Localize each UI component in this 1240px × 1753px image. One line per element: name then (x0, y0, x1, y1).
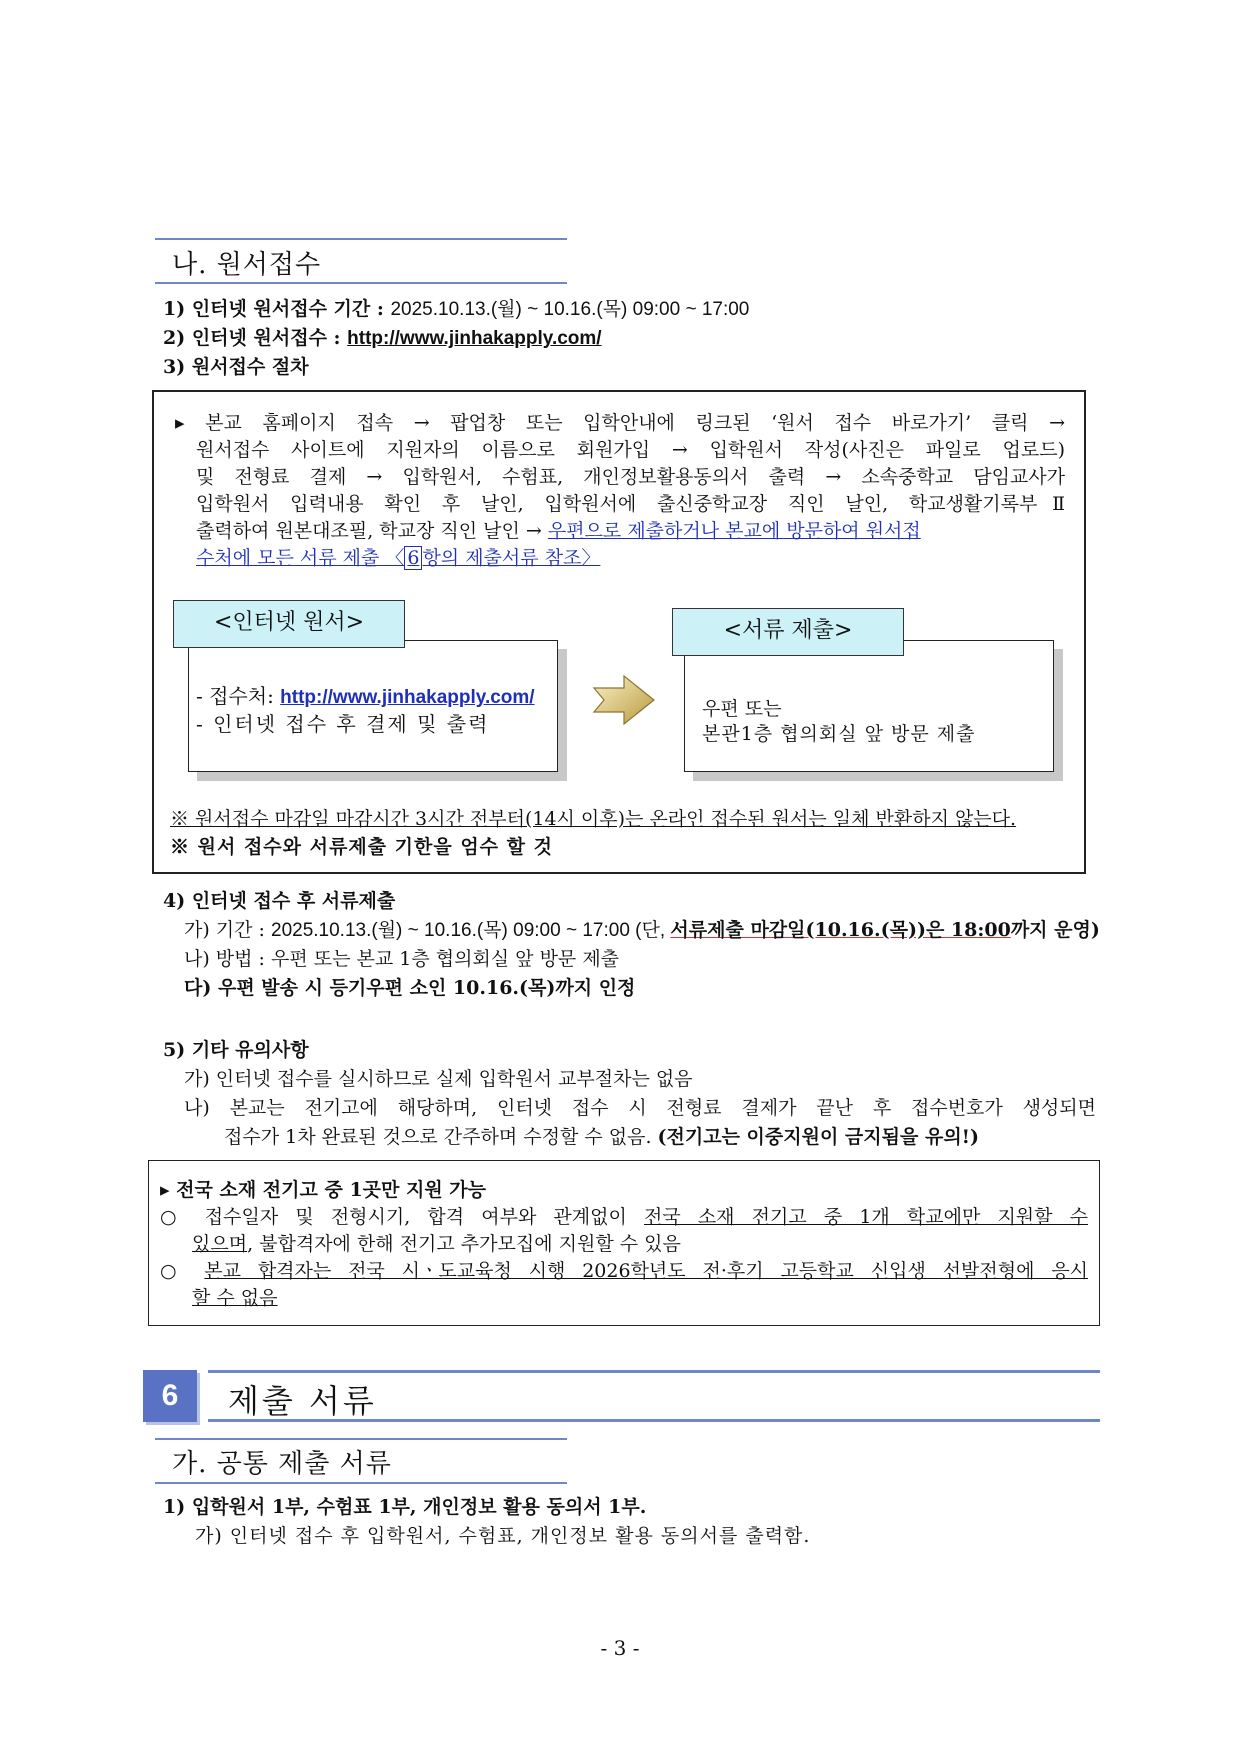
section-6-item-1-ga: 가) 인터넷 접수 후 입학원서, 수험표, 개인정보 활용 동의서를 출력함. (195, 1525, 811, 1547)
internet-box-link[interactable]: http://www.jinhakapply.com/ (280, 687, 535, 708)
procedure-line-1: ▸ 본교 홈페이지 접속 → 팝업창 또는 입학안내에 링크된 ‘원서 접수 바로가기’ 클릭 → (175, 412, 1065, 434)
item-2: 2) 인터넷 원서접수 : http://www.jinhakapply.com/ (163, 327, 602, 349)
docs-box-title: <서류 제출> (672, 608, 904, 656)
deadline-highlight: 서류제출 마감일(10.16.(목))은 18:00 (670, 919, 1011, 941)
procedure-line-6: 수처에 모든 서류 제출 〈 6 항의 제출서류 참조〉 (196, 547, 601, 569)
section-number-badge: 6 (143, 1370, 197, 1422)
procedure-line-4: 입학원서 입력내용 확인 후 날인, 입학원서에 출신중학교장 직인 날인, 학교생활기록부Ⅱ (196, 493, 1065, 515)
heading-underline (155, 1438, 567, 1440)
note-1: ※ 원서접수 마감일 마감시간 3시간 전부터(14시 이후)는 온라인 접수된 원서는 일체 반환하지 않는다. (170, 808, 1017, 830)
section-ref-badge: 6 (404, 546, 422, 570)
item-4-da: 다) 우편 발송 시 등기우편 소인 10.16.(목)까지 인정 (184, 977, 636, 999)
procedure-line-5: 출력하여 원본대조필, 학교장 직인 날인 → 우편으로 제출하거나 본교에 방문하여 원서접 (196, 520, 921, 542)
notice-p1-line2: 있으며, 불합격자에 한해 전기고 추가모집에 지원할 수 있음 (192, 1233, 681, 1255)
internet-box-line-2: - 인터넷 접수 후 결제 및 출력 (196, 712, 490, 736)
item-4-na: 나) 방법 : 우편 또는 본교 1층 협의회실 앞 방문 제출 (184, 948, 620, 970)
section-6-title: 제출 서류 (228, 1382, 377, 1420)
item-5-na-2: 접수가 1차 완료된 것으로 간주하며 수정할 수 없음. (전기고는 이중지원이 금지됨을 유의!) (224, 1126, 980, 1148)
notice-p2-line2: 할 수 없음 (192, 1287, 278, 1309)
procedure-link-text: 우편으로 제출하거나 본교에 방문하여 원서접 (547, 520, 921, 542)
notice-p1-line1: ○ 접수일자 및 전형시기, 합격 여부와 관계없이 전국 소재 전기고 중 1개 학교에만 지원할 수 (160, 1206, 1088, 1228)
notice-p2-line1: ○ 본교 합격자는 전국 시ㆍ도교육청 시행 2026학년도 전·후기 고등학교 신입생 선발전형에 응시 (160, 1260, 1088, 1282)
item-1: 1) 인터넷 원서접수 기간 : 2025.10.13.(월) ~ 10.16.(목) 09:00 ~ 17:00 (163, 298, 750, 320)
jinhak-link[interactable]: http://www.jinhakapply.com/ (347, 328, 602, 349)
section-6-item-1: 1) 입학원서 1부, 수험표 1부, 개인정보 활용 동의서 1부. (163, 1496, 647, 1518)
internet-box-title: <인터넷 원서> (173, 600, 405, 648)
docs-box-line-1: 우편 또는 (702, 698, 782, 720)
section-6-rule-top (208, 1370, 1100, 1373)
item-5-title: 5) 기타 유의사항 (163, 1039, 309, 1061)
arrow-right-icon (590, 672, 658, 728)
item-3: 3) 원서접수 절차 (163, 356, 309, 378)
procedure-line-2: 원서접수 사이트에 지원자의 이름으로 회원가입 → 입학원서 작성(사진은 파일로 업로드) (196, 439, 1065, 461)
page-number: - 3 - (600, 1636, 640, 1660)
docs-box-line-2: 본관1층 협의회실 앞 방문 제출 (702, 723, 976, 745)
item-4-ga: 가) 기간 : 2025.10.13.(월) ~ 10.16.(목) 09:00 ~ 17:00 (단, 서류제출 마감일(10.16.(목))은 18:00까지 운영) (184, 919, 1100, 941)
item-5-na-1: 나) 본교는 전기고에 해당하며, 인터넷 접수 시 전형료 결제가 끝난 후 접수번호가 생성되면 (184, 1097, 1096, 1119)
procedure-line-3: 및 전형료 결제 → 입학원서, 수험표, 개인정보활용동의서 출력 → 소속중학교 담임교사가 (196, 466, 1065, 488)
section-heading-na: 나. 원서접수 (172, 250, 322, 280)
section-heading-ga: 가. 공통 제출 서류 (172, 1449, 392, 1479)
heading-underline (155, 238, 567, 240)
heading-underline (155, 1482, 567, 1484)
internet-box-line-1: - 접수처: http://www.jinhakapply.com/ (196, 684, 535, 708)
item-5-ga: 가) 인터넷 접수를 실시하므로 실제 입학원서 교부절차는 없음 (184, 1068, 693, 1090)
note-2: ※ 원서 접수와 서류제출 기한을 엄수 할 것 (170, 836, 553, 858)
item-4-title: 4) 인터넷 접수 후 서류제출 (163, 890, 396, 912)
notice-title: ▸ 전국 소재 전기고 중 1곳만 지원 가능 (160, 1179, 487, 1201)
heading-underline (155, 282, 567, 284)
